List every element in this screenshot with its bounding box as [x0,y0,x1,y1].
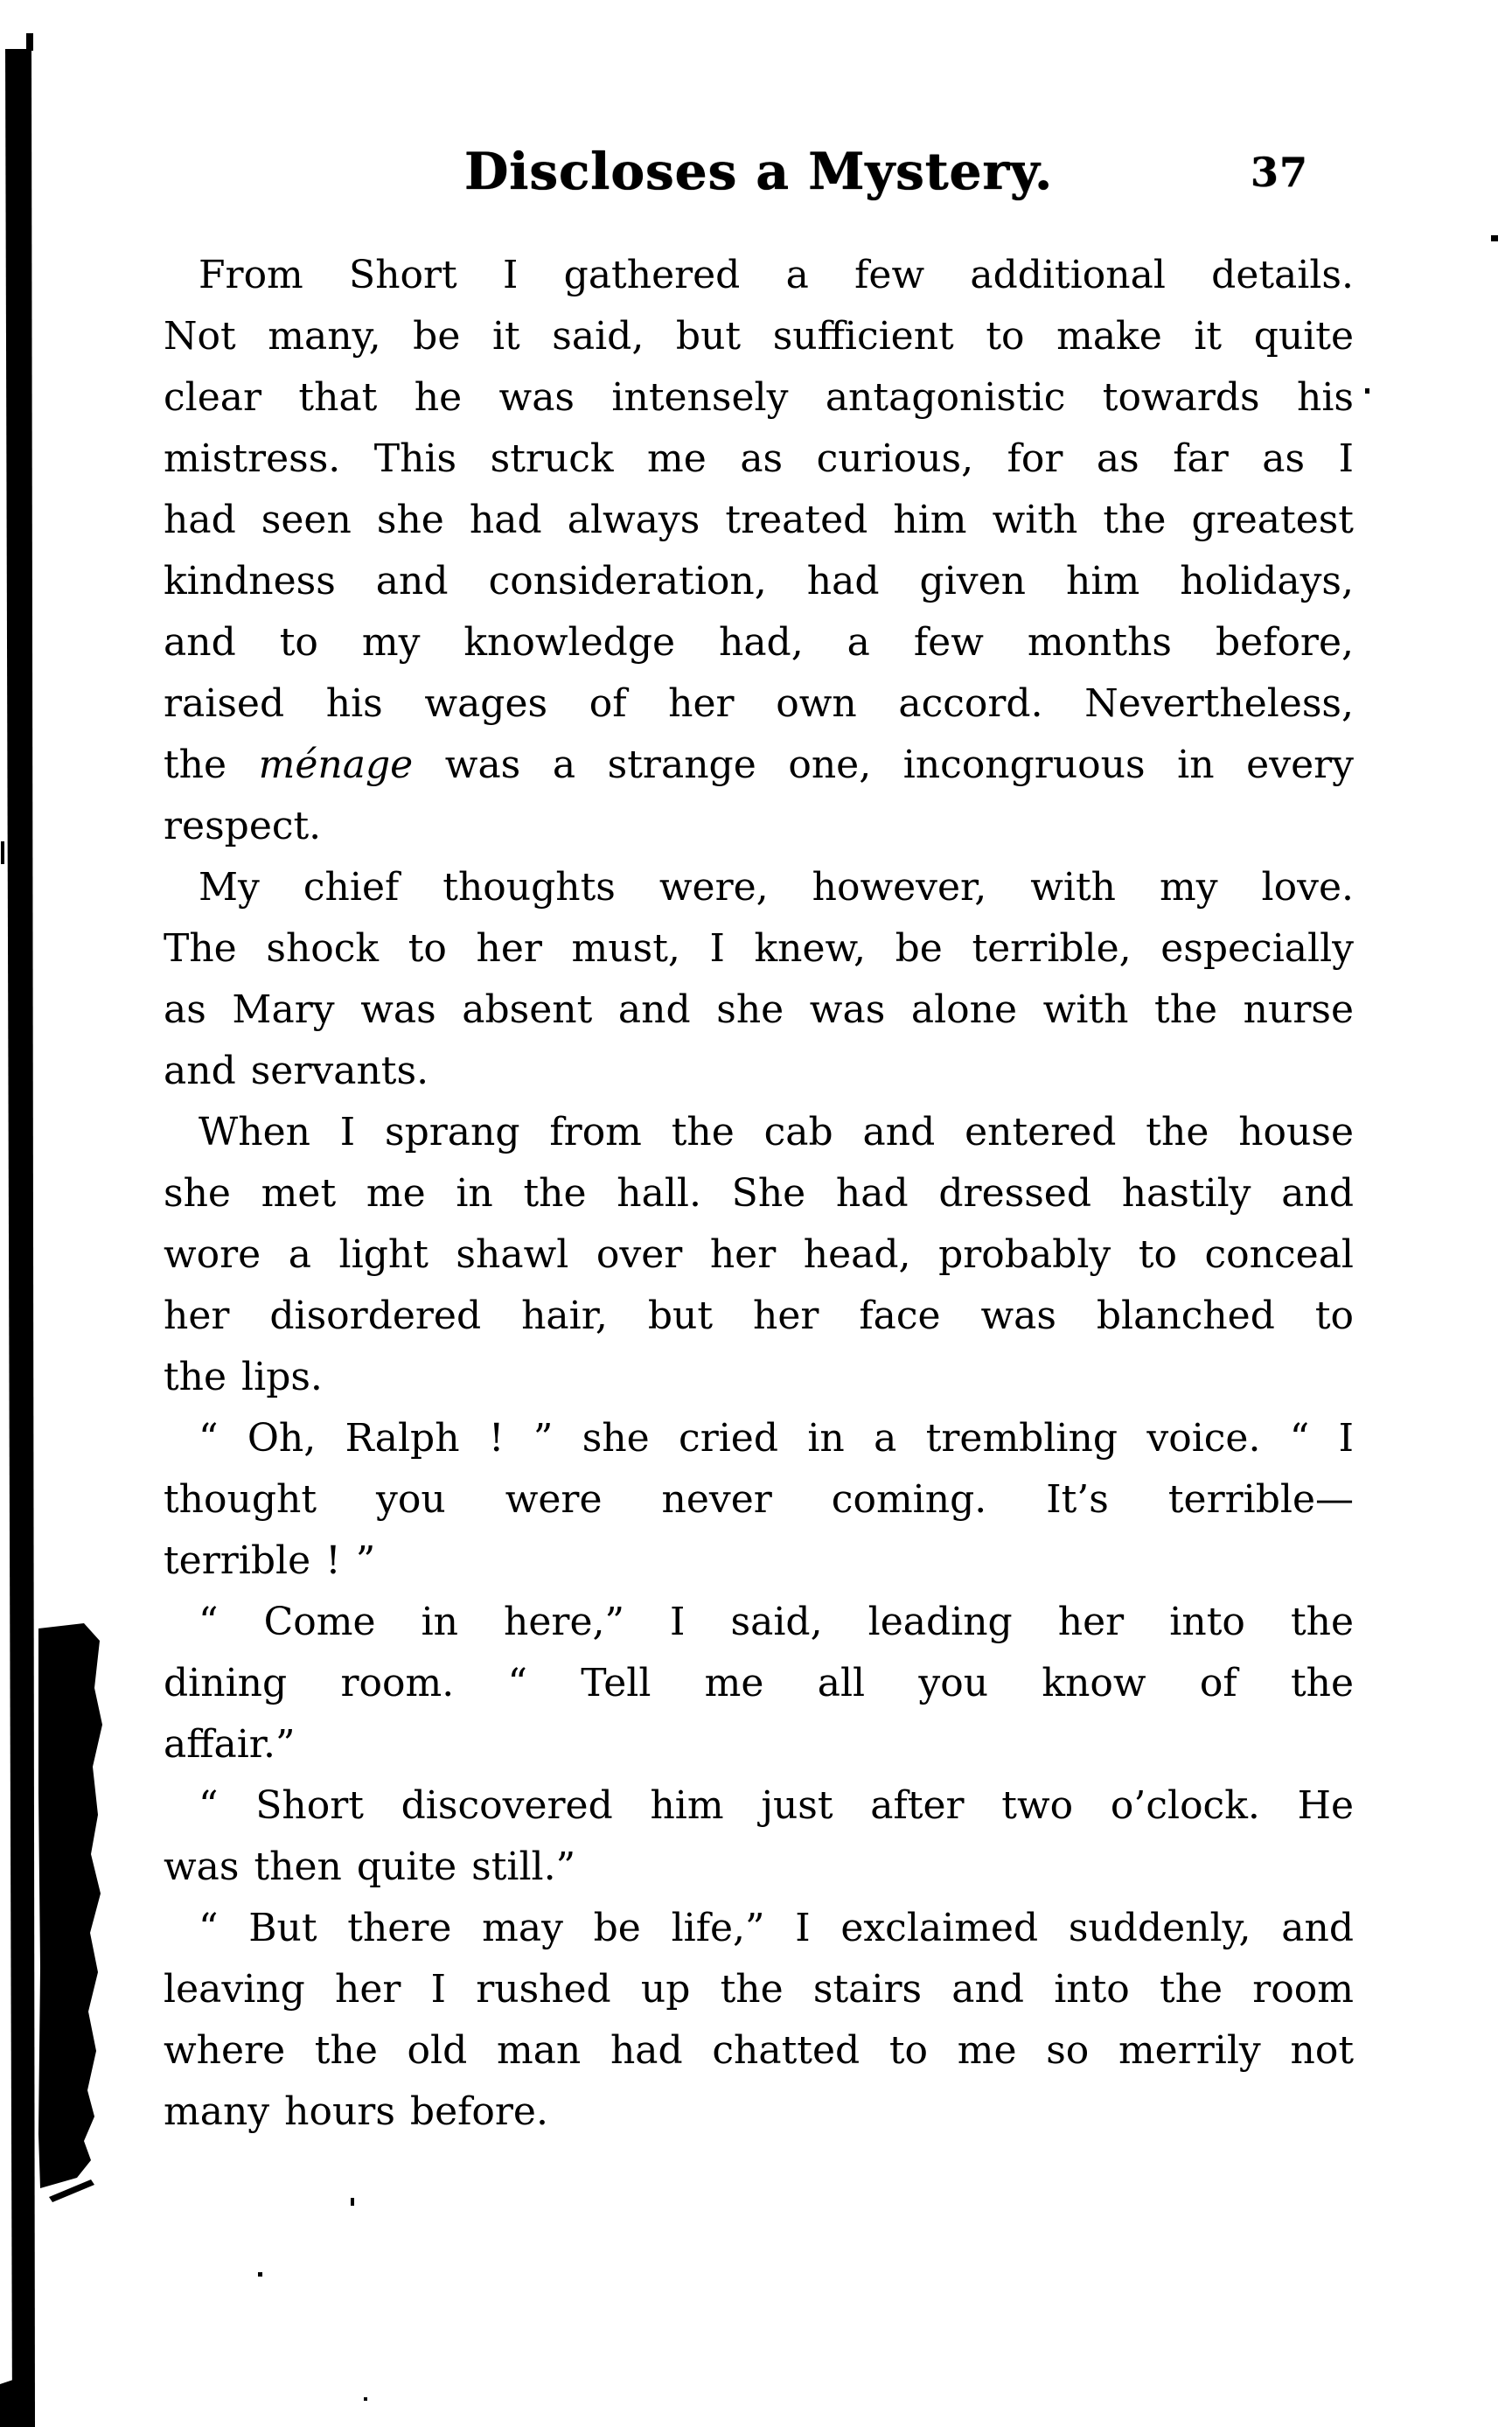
paragraph [164,1592,1354,1775]
speck-artifact [1365,388,1369,394]
binding-bar-artifact [5,49,35,2427]
text-line: dining room. “ Tell me all you know of the [164,1661,1354,1705]
ink-blob-tail-artifact [49,2179,94,2202]
page-number: 37 [1250,149,1308,196]
text-line: Not many, be it said, but sufficient to make it quite [164,314,1354,359]
text-line: clear that he was intensely antagonistic towards his [164,375,1354,420]
speck-artifact [1,841,4,864]
text-line: raised his wages of her own accord. Nevertheless, [164,681,1354,726]
text-line: “ But there may be life,” I exclaimed suddenly, and [199,1906,1354,1950]
text-line: was then quite still.” [164,1845,576,1889]
speck-artifact [351,2198,354,2206]
text-line: and servants. [164,1049,429,1093]
text-line: terrible ! ” [164,1538,376,1583]
text-line: the ménage was a strange one, incongruous in every [164,743,1354,787]
paragraph [164,1102,1354,1408]
text-line: “ Come in here,” I said, leading her into the [199,1600,1354,1644]
text-line: mistress. This struck me as curious, for as far as I [164,436,1354,481]
text-line: as Mary was absent and she was alone with the nurse [164,987,1354,1032]
text-line: The shock to her must, I knew, be terrible, especially [164,926,1354,971]
paragraph [164,245,1354,857]
ink-blob-artifact [38,1623,102,2188]
text-line: wore a light shawl over her head, probably to conceal [164,1232,1354,1277]
page-body [164,245,1354,2143]
text-line: many hours before. [164,2089,548,2134]
paragraph [164,857,1354,1102]
text-line: had seen she had always treated him with the greatest [164,498,1354,542]
text-line: her disordered hair, but her face was blanched to [164,1294,1354,1338]
text-line: she met me in the hall. She had dressed hastily and [164,1171,1354,1216]
text-line: where the old man had chatted to me so merrily not [164,2028,1354,2073]
text-line: respect. [164,804,322,848]
paragraph [164,1408,1354,1592]
page-header [164,142,1354,226]
text-line: kindness and consideration, had given him holidays, [164,559,1354,603]
speck-artifact [364,2397,367,2401]
text-line: “ Short discovered him just after two o’clock. He [199,1783,1354,1828]
text-line: “ Oh, Ralph ! ” she cried in a trembling voice. “ I [199,1416,1354,1461]
text-line: and to my knowledge had, a few months before, [164,620,1354,665]
text-line: leaving her I rushed up the stairs and into the room [164,1967,1354,2012]
text-line: the lips. [164,1355,323,1399]
speck-artifact [1491,235,1498,241]
text-line: thought you were never coming. It’s terrible— [164,1477,1354,1522]
text-line: From Short I gathered a few additional details. [199,253,1354,297]
running-title: Discloses a Mystery. [463,142,1054,201]
paragraph [164,1898,1354,2143]
text-line: affair.” [164,1722,296,1767]
text-line: When I sprang from the cab and entered the house [199,1110,1354,1154]
binding-bar-artifact [26,33,33,51]
speck-artifact [258,2272,262,2277]
text-line: My chief thoughts were, however, with my love. [199,865,1354,910]
paragraph [164,1775,1354,1898]
binding-bar-artifact [0,2379,23,2427]
